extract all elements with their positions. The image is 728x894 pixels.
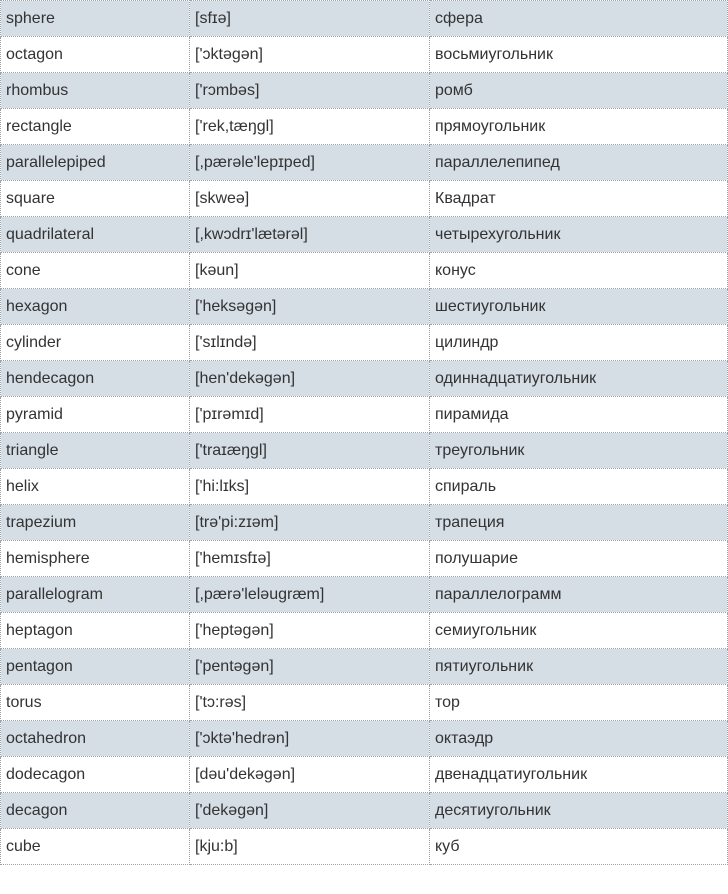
english-term-cell: pyramid xyxy=(1,397,190,433)
russian-translation-cell: Квадрат xyxy=(430,181,728,217)
transcription-cell: ['traɪæŋgl] xyxy=(190,433,430,469)
table-row xyxy=(1,217,728,253)
russian-translation-cell: восьмиугольник xyxy=(430,37,728,73)
transcription-cell: ['heptəgən] xyxy=(190,613,430,649)
english-term-cell: torus xyxy=(1,685,190,721)
table-row xyxy=(1,361,728,397)
table-row xyxy=(1,253,728,289)
transcription-cell: [,kwɔdrɪ'lætərəl] xyxy=(190,217,430,253)
english-term-cell: octahedron xyxy=(1,721,190,757)
russian-translation-cell: трапеция xyxy=(430,505,728,541)
table-row xyxy=(1,793,728,829)
table-row xyxy=(1,73,728,109)
russian-translation-cell: шестиугольник xyxy=(430,289,728,325)
english-term-cell: cylinder xyxy=(1,325,190,361)
table-row xyxy=(1,829,728,865)
table-row xyxy=(1,289,728,325)
table-row xyxy=(1,541,728,577)
english-term-cell: rectangle xyxy=(1,109,190,145)
table-row xyxy=(1,397,728,433)
transcription-cell: [,pærəle'lepɪped] xyxy=(190,145,430,181)
russian-translation-cell: параллелепипед xyxy=(430,145,728,181)
english-term-cell: hendecagon xyxy=(1,361,190,397)
english-term-cell: parallelogram xyxy=(1,577,190,613)
table-row xyxy=(1,145,728,181)
english-term-cell: square xyxy=(1,181,190,217)
russian-translation-cell: пятиугольник xyxy=(430,649,728,685)
transcription-cell: [kju:b] xyxy=(190,829,430,865)
transcription-cell: ['pɪrəmɪd] xyxy=(190,397,430,433)
russian-translation-cell: спираль xyxy=(430,469,728,505)
table-row xyxy=(1,757,728,793)
table-row xyxy=(1,577,728,613)
english-term-cell: helix xyxy=(1,469,190,505)
russian-translation-cell: двенадцатиугольник xyxy=(430,757,728,793)
transcription-cell: ['ɔktəgən] xyxy=(190,37,430,73)
russian-translation-cell: цилиндр xyxy=(430,325,728,361)
russian-translation-cell: прямоугольник xyxy=(430,109,728,145)
russian-translation-cell: сфера xyxy=(430,1,728,37)
table-row xyxy=(1,721,728,757)
english-term-cell: heptagon xyxy=(1,613,190,649)
table-row xyxy=(1,613,728,649)
russian-translation-cell: ромб xyxy=(430,73,728,109)
table-row xyxy=(1,469,728,505)
russian-translation-cell: тор xyxy=(430,685,728,721)
english-term-cell: cube xyxy=(1,829,190,865)
russian-translation-cell: одиннадцатиугольник xyxy=(430,361,728,397)
english-term-cell: pentagon xyxy=(1,649,190,685)
transcription-cell: ['hi:lɪks] xyxy=(190,469,430,505)
table-row xyxy=(1,649,728,685)
russian-translation-cell: пирамида xyxy=(430,397,728,433)
russian-translation-cell: конус xyxy=(430,253,728,289)
transcription-cell: ['dekəgən] xyxy=(190,793,430,829)
table-row xyxy=(1,181,728,217)
transcription-cell: ['heksəgən] xyxy=(190,289,430,325)
table-row xyxy=(1,109,728,145)
transcription-cell: ['rɔmbəs] xyxy=(190,73,430,109)
table-row xyxy=(1,685,728,721)
table-row xyxy=(1,325,728,361)
english-term-cell: cone xyxy=(1,253,190,289)
table-row xyxy=(1,1,728,37)
transcription-cell: [kəun] xyxy=(190,253,430,289)
russian-translation-cell: полушарие xyxy=(430,541,728,577)
transcription-cell: [skweə] xyxy=(190,181,430,217)
table-row xyxy=(1,505,728,541)
english-term-cell: quadrilateral xyxy=(1,217,190,253)
table-row xyxy=(1,433,728,469)
english-term-cell: octagon xyxy=(1,37,190,73)
russian-translation-cell: треугольник xyxy=(430,433,728,469)
russian-translation-cell: куб xyxy=(430,829,728,865)
transcription-cell: ['sɪlɪndə] xyxy=(190,325,430,361)
table-row xyxy=(1,37,728,73)
english-term-cell: trapezium xyxy=(1,505,190,541)
russian-translation-cell: октаэдр xyxy=(430,721,728,757)
english-term-cell: hemisphere xyxy=(1,541,190,577)
vocabulary-table-body xyxy=(1,1,728,865)
transcription-cell: [trə'pi:zɪəm] xyxy=(190,505,430,541)
russian-translation-cell: параллелограмм xyxy=(430,577,728,613)
english-term-cell: triangle xyxy=(1,433,190,469)
russian-translation-cell: десятиугольник xyxy=(430,793,728,829)
english-term-cell: parallelepiped xyxy=(1,145,190,181)
transcription-cell: ['pentəgən] xyxy=(190,649,430,685)
english-term-cell: hexagon xyxy=(1,289,190,325)
english-term-cell: dodecagon xyxy=(1,757,190,793)
transcription-cell: ['hemɪsfɪə] xyxy=(190,541,430,577)
transcription-cell: [,pærə'leləugræm] xyxy=(190,577,430,613)
transcription-cell: ['ɔktə'hedrən] xyxy=(190,721,430,757)
english-term-cell: sphere xyxy=(1,1,190,37)
english-term-cell: decagon xyxy=(1,793,190,829)
transcription-cell: ['tɔ:rəs] xyxy=(190,685,430,721)
russian-translation-cell: семиугольник xyxy=(430,613,728,649)
russian-translation-cell: четырехугольник xyxy=(430,217,728,253)
english-term-cell: rhombus xyxy=(1,73,190,109)
transcription-cell: [dəu'dekəgən] xyxy=(190,757,430,793)
transcription-cell: [hen'dekəgən] xyxy=(190,361,430,397)
transcription-cell: [sfɪə] xyxy=(190,1,430,37)
transcription-cell: ['rek,tæŋgl] xyxy=(190,109,430,145)
